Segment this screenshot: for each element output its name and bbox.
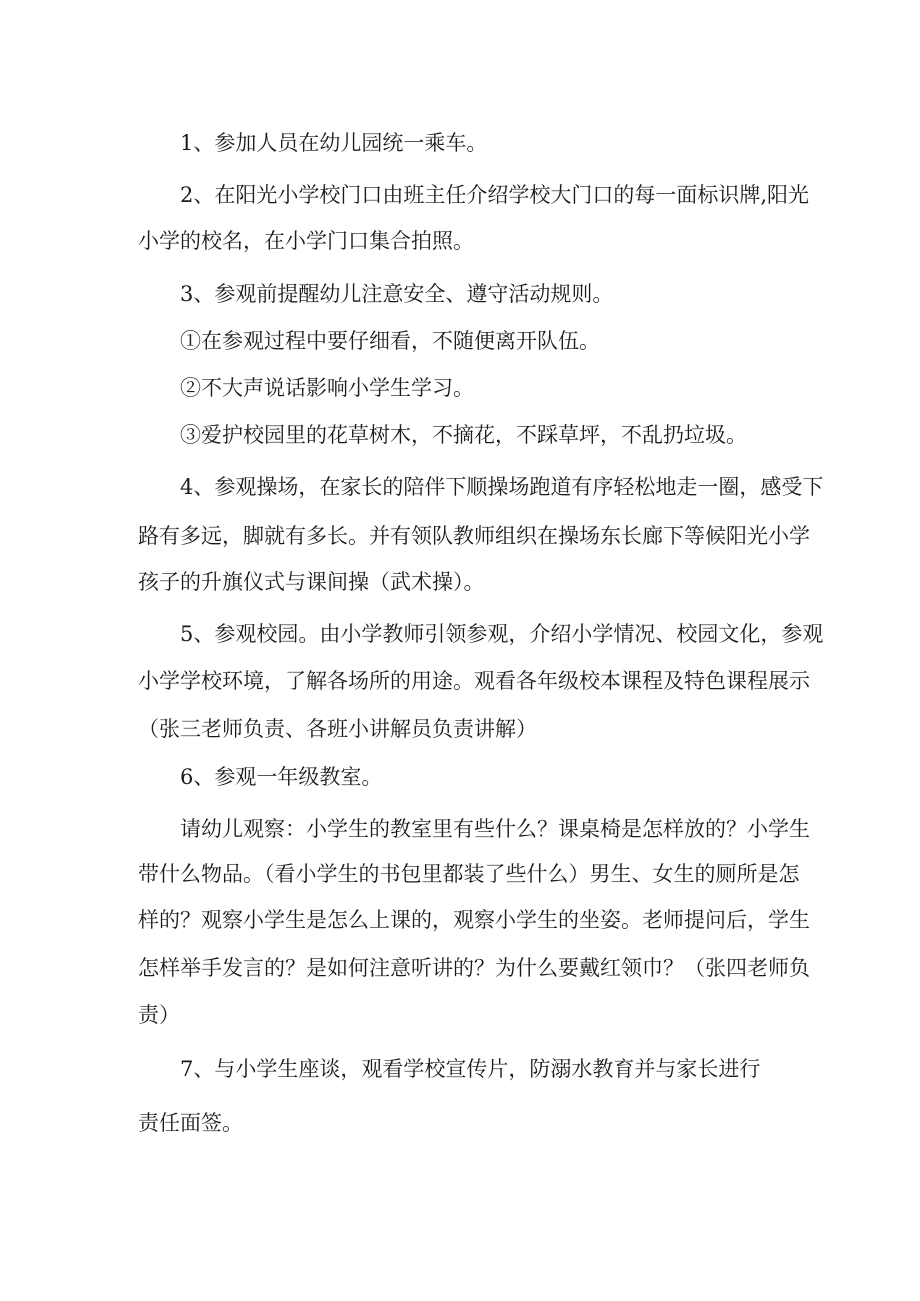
rule-2-line: ②不大声说话影响小学生学习。 xyxy=(180,376,474,400)
observe-line-4: 怎样举手发言的？是如何注意听讲的？为什么要戴红领巾？（张四老师负 xyxy=(138,956,810,980)
step-4-line-3: 孩子的升旗仪式与课间操（武术操）。 xyxy=(138,570,485,594)
rule-1-line: ①在参观过程中要仔细看，不随便离开队伍。 xyxy=(180,329,600,353)
observe-line-1: 请幼儿观察：小学生的教室里有些什么？课桌椅是怎样放的？小学生 xyxy=(180,817,810,841)
step-2-line-1: 2、在阳光小学校门口由班主任介绍学校大门口的每一面标识牌,阳光 xyxy=(180,183,810,207)
step-4-line-2: 路有多远，脚就有多长。并有领队教师组织在操场东长廊下等候阳光小学 xyxy=(138,524,810,548)
step-5-line-1: 5、参观校园。由小学教师引领参观，介绍小学情况、校园文化，参观 xyxy=(180,622,824,646)
step-7-line-1: 7、与小学生座谈，观看学校宣传片，防溺水教育并与家长进行 xyxy=(180,1057,761,1081)
observe-line-5: 责） xyxy=(138,1003,180,1027)
observe-line-2: 带什么物品。（看小学生的书包里都装了些什么）男生、女生的厕所是怎 xyxy=(138,862,800,886)
step-6-line: 6、参观一年级教室。 xyxy=(180,765,383,789)
step-2-line-2: 小学的校名，在小学门口集合拍照。 xyxy=(138,229,474,253)
step-1-line: 1、参加人员在幼儿园统一乘车。 xyxy=(180,131,488,155)
step-7-line-2: 责任面签。 xyxy=(138,1111,243,1135)
step-4-line-1: 4、参观操场，在家长的陪伴下顺操场跑道有序轻松地走一圈，感受下 xyxy=(180,475,824,499)
rule-3-line: ③爱护校园里的花草树木，不摘花，不踩草坪，不乱扔垃圾。 xyxy=(180,423,747,447)
step-3-line: 3、参观前提醒幼儿注意安全、遵守活动规则。 xyxy=(180,282,614,306)
step-5-line-2: 小学学校环境，了解各场所的用途。观看各年级校本课程及特色课程展示 xyxy=(138,669,810,693)
observe-line-3: 样的？观察小学生是怎么上课的，观察小学生的坐姿。老师提问后，学生 xyxy=(138,908,810,932)
step-5-line-3: （张三老师负责、各班小讲解员负责讲解） xyxy=(138,717,537,741)
